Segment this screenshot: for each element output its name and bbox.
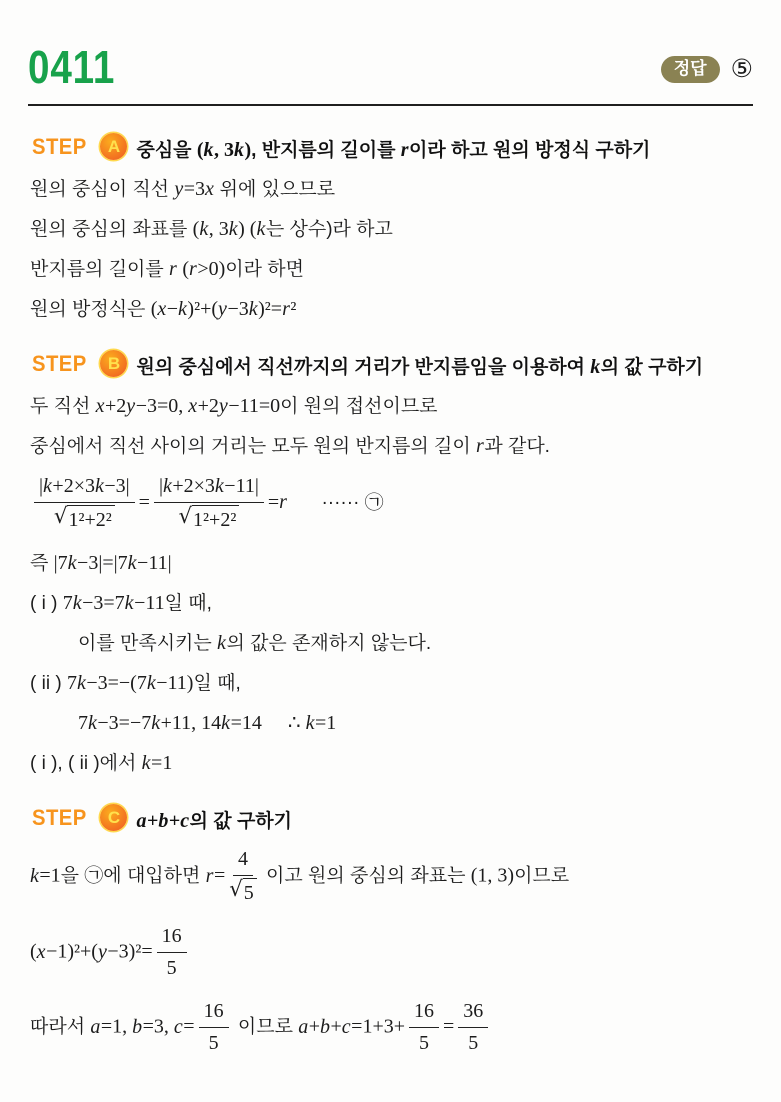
numerator (233, 846, 253, 876)
math-segment: 7k−3=−(7k−11) (66, 671, 194, 694)
solution-line (78, 710, 753, 737)
math-segment: 16 (203, 1000, 224, 1023)
text-segment: 원의 방정식은 (30, 298, 151, 320)
sqrt-expression (229, 878, 257, 907)
text-segment: 이 원의 접선이므로 (280, 395, 438, 417)
step-c-body (30, 846, 753, 1057)
fraction (199, 998, 229, 1057)
math-segment: r (400, 139, 409, 161)
math-segment: 16 (161, 925, 182, 948)
math-segment: = (443, 1015, 455, 1038)
text-segment: 일 때, (164, 592, 212, 614)
radicand (243, 878, 257, 907)
text-segment: 원의 중심에서 직선까지의 거리가 반지름임을 이용하여 (136, 356, 591, 378)
step-letter-badge: C (100, 804, 127, 831)
denominator (229, 876, 257, 907)
text-segment: 과 같다. (484, 435, 550, 457)
text-segment: 을 ㉠에 대입하면 (60, 865, 206, 887)
math-segment: = (138, 491, 150, 514)
math-segment: k=1 (141, 751, 173, 774)
numerator (157, 923, 187, 953)
text-segment: 이므로 (514, 865, 570, 887)
solution-line (30, 998, 753, 1057)
answer-area (661, 56, 753, 83)
text-segment: 는 상수)라 하고 (265, 218, 393, 240)
denominator (468, 1028, 478, 1057)
math-segment: r (476, 434, 484, 457)
text-segment: , 반지름의 길이를 (251, 140, 401, 161)
text-segment: 원의 중심의 좌표를 (30, 218, 193, 240)
page-header (28, 41, 753, 93)
text-segment: 의 값 구하기 (600, 356, 704, 378)
denominator (54, 503, 115, 534)
text-segment: 이를 만족시키는 (78, 632, 218, 654)
math-segment: r= (205, 864, 226, 887)
math-segment: 1²+2² (193, 508, 237, 531)
problem-number: 0411 (28, 41, 116, 93)
math-segment: 5 (419, 1032, 429, 1055)
math-segment: (x−k)²+(y−3k)²=r² (150, 297, 297, 320)
text-segment: 일 때, (193, 672, 241, 694)
answer-badge: 정답 (661, 56, 720, 83)
solution-line (30, 296, 753, 323)
numerator (458, 998, 488, 1028)
step-b-body (30, 393, 753, 777)
radical-sign: √ (178, 503, 193, 529)
answer-choice: ⑤ (730, 55, 753, 84)
fraction (409, 998, 439, 1057)
math-segment: |7k−3|=|7k−11| (53, 551, 172, 574)
solution-line (30, 393, 753, 420)
text-segment: 이라 하고 원의 방정식 구하기 (409, 140, 651, 161)
step-title (136, 350, 703, 384)
fraction (34, 473, 135, 534)
text-segment: 중심에서 직선 사이의 거리는 모두 원의 반지름의 길이 (30, 435, 477, 457)
step-b-heading (32, 350, 753, 384)
sqrt-expression (54, 505, 115, 534)
text-segment: ······ ㉠ (321, 492, 384, 514)
math-segment: 7k−3=7k−11 (62, 591, 165, 614)
fraction (157, 923, 187, 982)
solution-line (78, 630, 753, 657)
math-segment: a+b+c (136, 809, 190, 832)
math-segment: 7k−3=−7k+11, 14k=14 (78, 711, 262, 734)
text-segment: 반지름의 길이를 (30, 258, 170, 280)
solution-line (30, 550, 753, 577)
math-segment: (k, 3k) (196, 139, 252, 161)
math-segment: 1²+2² (68, 508, 112, 531)
text-segment: 이라 하면 (225, 258, 304, 280)
fraction (458, 998, 488, 1057)
math-segment: 16 (414, 1000, 434, 1023)
numerator (409, 998, 439, 1028)
math-segment: (1, 3) (470, 864, 515, 887)
text-segment: 이고 원의 중심의 좌표는 (260, 865, 471, 887)
text-segment: 두 직선 (30, 395, 96, 417)
solution-line (30, 433, 753, 460)
math-segment: y=3x (174, 177, 214, 200)
math-segment: x+2y−3=0, x+2y−11=0 (95, 394, 281, 417)
math-segment: 4 (238, 848, 248, 871)
text-segment: 즉 (30, 552, 54, 574)
math-segment: k (217, 631, 226, 654)
solution-line (30, 670, 753, 697)
solution-line (30, 923, 753, 982)
solution-line (30, 176, 753, 203)
denominator (209, 1028, 219, 1057)
sqrt-expression (178, 505, 239, 534)
denominator (419, 1028, 429, 1057)
math-segment: (k, 3k) (k (192, 217, 266, 240)
fraction (229, 846, 257, 907)
numerator (199, 998, 229, 1028)
step-c-section (28, 804, 753, 1058)
math-segment: 5 (208, 1032, 219, 1055)
denominator (178, 503, 239, 534)
radicand (67, 505, 114, 534)
fraction (154, 473, 264, 534)
text-segment: 위에 있으므로 (214, 178, 336, 200)
step-label: STEP (32, 134, 87, 159)
text-segment: 의 값은 존재하지 않는다. (226, 632, 432, 654)
solution-line (30, 473, 753, 534)
step-label: STEP (32, 350, 87, 376)
math-segment: 5 (468, 1032, 479, 1055)
math-segment: k=1 (30, 864, 61, 887)
radicand (192, 505, 239, 534)
text-segment: 의 값 구하기 (189, 810, 292, 832)
step-title (136, 133, 650, 167)
step-letter-badge: B (100, 350, 127, 377)
radical-sign: √ (53, 503, 68, 529)
solution-line (30, 216, 753, 243)
text-segment: ( i ) (30, 592, 63, 614)
header-divider (28, 104, 753, 106)
step-a-heading (32, 133, 753, 167)
text-segment: ( ii ) (30, 672, 67, 694)
numerator (154, 473, 264, 503)
solution-line (30, 750, 753, 777)
math-segment: 5 (166, 957, 177, 980)
step-letter-badge: A (100, 133, 127, 160)
text-segment: 이므로 (232, 1016, 299, 1038)
math-segment: =r (267, 491, 287, 514)
step-a-body (30, 176, 753, 323)
solution-line (30, 846, 753, 907)
numerator (34, 473, 135, 503)
math-segment: |k+2×3k−3| (39, 474, 130, 497)
step-b-section (28, 350, 753, 777)
step-title (136, 804, 292, 838)
text-segment: 중심을 (136, 140, 197, 161)
math-segment: (x−1)²+(y−3)²= (30, 940, 153, 963)
math-segment: 36 (463, 1000, 484, 1023)
text-segment: 따라서 (30, 1016, 91, 1038)
text-segment: 원의 중심이 직선 (30, 178, 175, 200)
math-segment: k (590, 355, 601, 378)
math-segment: a=1, b=3, c= (90, 1015, 195, 1038)
math-segment: |k+2×3k−11| (158, 474, 259, 497)
step-label: STEP (32, 804, 87, 830)
math-segment: 5 (243, 882, 254, 905)
solution-line (30, 256, 753, 283)
text-segment: ( i ), ( ii )에서 (30, 752, 142, 774)
denominator (167, 953, 177, 982)
math-segment: a+b+c=1+3+ (298, 1015, 405, 1038)
step-a-section (28, 133, 753, 323)
step-c-heading (32, 804, 753, 838)
math-segment: ∴ k=1 (287, 711, 337, 734)
solution-line (30, 590, 753, 617)
radical-sign: √ (229, 877, 243, 903)
math-segment: r (r>0) (169, 257, 226, 280)
